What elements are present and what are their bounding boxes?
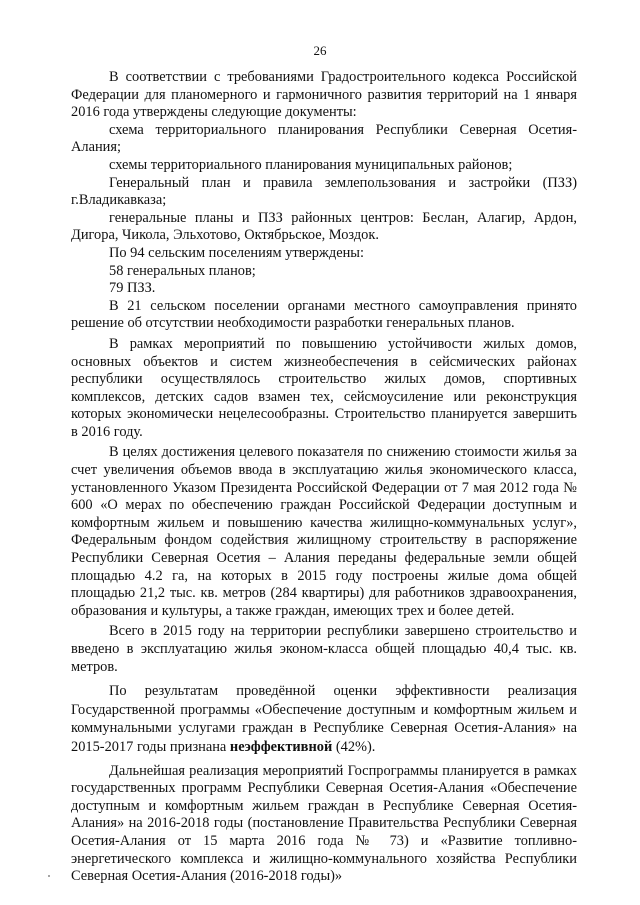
- paragraph-total-2015: Всего в 2015 году на территории республики завершено строительство и введено в эксплуатацию жилья эконом-класса общей площадью 40,4 тыс. кв. метров.: [71, 623, 577, 675]
- paragraph-vladikavkaz-plan: Генеральный план и правила землепользования и застройки (ПЗЗ) г.Владикавказа;: [71, 174, 577, 209]
- paragraph-district-centers: генеральные планы и ПЗЗ районных центров: Беслан, Алагир, Ардон, Дигора, Чикола, Эльхотово, Октябрьское, Моздок.: [71, 209, 577, 244]
- evaluation-text: По результатам проведённой оценки эффективности реализация Государственной программы «Обеспечение доступным и комфортным жильем и коммунальными услугами граждан в Республике Северная Осетия-Алания» на 2015-2017 годы признана: [71, 683, 577, 755]
- paragraph-further-implementation: Дальнейшая реализация мероприятий Госпрограммы планируется в рамках государственных программ Республики Северная Осетия-Алания «Обеспечение доступным и комфортным жильем граждан в Республике Северная Осетия-Алания» на 2016-2018 годы (постановление Правительства Республики Северная Осетия-Алания от 15 марта 2016 года № 73) и «Развитие топливно-энергетического комплекса и жилищно-коммунального хозяйства Республики Северная Осетия-Алания (2016-2018 годы)»: [71, 762, 577, 885]
- paragraph-pzz-count: 79 ПЗЗ.: [109, 280, 156, 297]
- evaluation-percent: (42%).: [332, 738, 376, 755]
- paragraph-municipal-schemes: схемы территориального планирования муниципальных районов;: [109, 156, 513, 173]
- page-number: 26: [313, 43, 327, 58]
- paragraph-seismic: В рамках мероприятий по повышению устойчивости жилых домов, основных объектов и систем жизнеобеспечения в сейсмических районах республики осуществлялось строительство жилых домов, спортивных комплексов, детских садов взамен тех, сейсмоусиление или реконструкция которых экономически нецелесообразны. Строительство планируется завершить в 2016 году.: [71, 335, 577, 440]
- paragraph-no-plans-needed: В 21 сельском поселении органами местного самоуправления принято решение об отсутствии необходимости разработки генеральных планов.: [71, 297, 577, 332]
- scan-speck: [48, 875, 50, 877]
- paragraph-intro: В соответствии с требованиями Градостроительного кодекса Российской Федерации для планомерного и гармоничного развития территорий на 1 января 2016 года утверждены следующие документы:: [71, 69, 577, 121]
- paragraph-republic-scheme: схема территориального планирования Республики Северная Осетия-Алания;: [71, 121, 577, 156]
- evaluation-verdict: неэффективной: [229, 738, 333, 755]
- paragraph-rural-settlements: По 94 сельским поселениям утверждены:: [109, 244, 364, 261]
- paragraph-evaluation: [71, 682, 577, 756]
- paragraph-general-plans-count: 58 генеральных планов;: [109, 262, 256, 279]
- document-body: [71, 69, 577, 886]
- paragraph-economy-housing: В целях достижения целевого показателя по снижению стоимости жилья за счет увеличения объемов ввода в эксплуатацию жилья экономического класса, установленного Указом Президента Российской Федерации от 7 мая 2012 года № 600 «О мерах по обеспечению граждан Российской Федерации доступным и комфортным жильем и повышению качества жилищно-коммунальных услуг», Федеральным фондом содействия жилищному строительству в распоряжение Республики Северная Осетия – Алания переданы федеральные земли общей площадью 4.2 га, на которых в 2015 году построены жилые дома общей площадью 21,2 тыс. кв. метров (284 квартиры) для работников здравоохранения, образования и культуры, а также граждан, имеющих трех и более детей.: [71, 444, 577, 619]
